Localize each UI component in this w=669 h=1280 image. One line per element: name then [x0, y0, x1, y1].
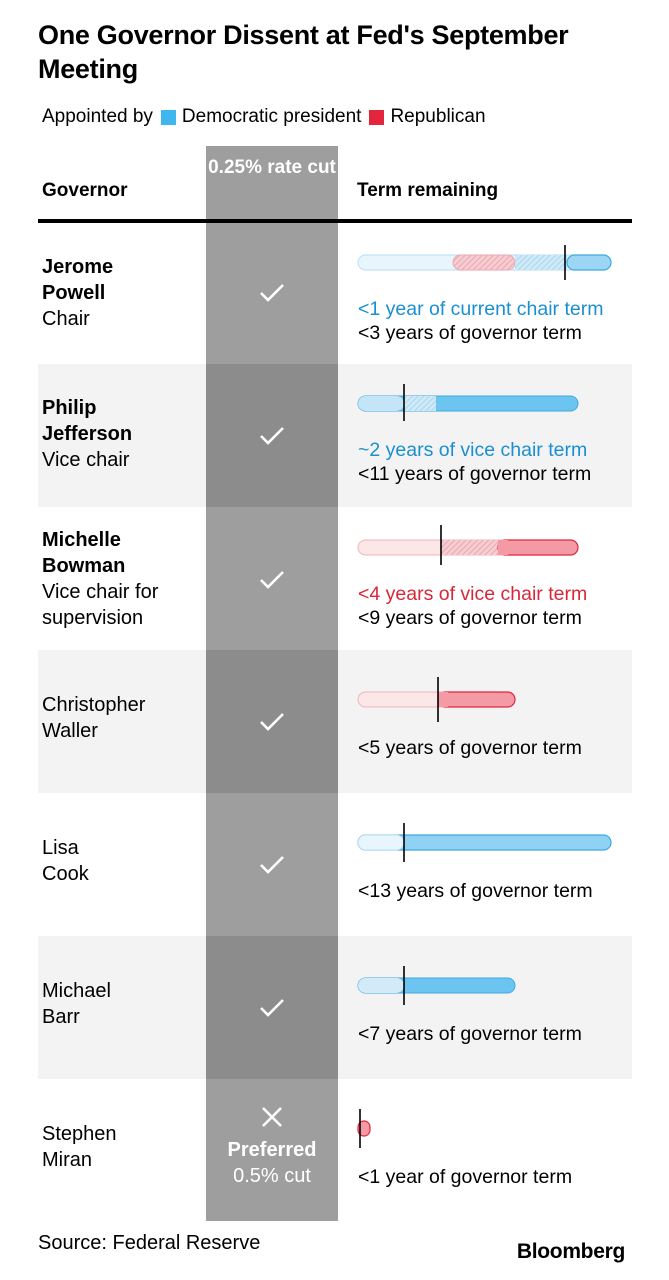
check-icon — [206, 712, 338, 732]
governor-name — [42, 527, 207, 631]
table-row-powell — [38, 223, 632, 366]
term-bar-miran — [356, 1101, 636, 1141]
term-bar-jefferson — [356, 384, 636, 424]
governor-first: Michelle — [42, 529, 121, 551]
legend-prefix: Appointed by — [42, 106, 153, 127]
brand-logo: Bloomberg — [516, 1240, 625, 1263]
legend — [42, 104, 486, 130]
governor-name — [42, 395, 207, 473]
close-icon — [206, 1105, 338, 1129]
governor-term: <1 year of governor term — [358, 1166, 573, 1188]
governor-last: Cook — [42, 863, 89, 885]
governor-last: Barr — [42, 1006, 80, 1028]
governor-last: Powell — [42, 282, 106, 304]
term-bar-bowman — [356, 525, 636, 565]
governor-name — [42, 254, 207, 332]
role-term: <4 years of vice chair term — [358, 583, 588, 605]
term-bar-powell — [356, 245, 636, 285]
table-row-miran — [38, 1079, 632, 1222]
legend-swatch-republican — [369, 110, 384, 125]
governor-role: Vice chair — [42, 449, 130, 471]
governor-last: Miran — [42, 1149, 93, 1171]
check-icon — [206, 283, 338, 303]
chart-title: One Governor Dissent at Fed's September Meeting — [38, 20, 569, 84]
governor-role-line1: Vice chair for — [42, 581, 159, 603]
check-icon — [206, 998, 338, 1018]
table-row-bowman — [38, 507, 632, 650]
governor-term: <13 years of governor term — [358, 880, 593, 902]
governor-first: Michael — [42, 980, 111, 1002]
governor-role-line2: supervision — [42, 607, 144, 629]
header-term: Term remaining — [357, 180, 499, 201]
check-icon — [206, 426, 338, 446]
governor-name — [42, 1121, 207, 1173]
governor-name — [42, 835, 207, 887]
legend-label-republican: Republican — [390, 106, 486, 127]
governor-first: Philip — [42, 397, 97, 419]
table-row-jefferson — [38, 364, 632, 507]
term-bar-cook — [356, 815, 636, 855]
term-bar-waller — [356, 672, 636, 712]
governor-role: Chair — [42, 308, 90, 330]
governor-last: Jefferson — [42, 423, 133, 445]
header-vote-label: 0.25% rate cut — [208, 157, 336, 178]
term-bar-barr — [356, 958, 636, 998]
vote-note-bold: Preferred — [227, 1139, 317, 1161]
governor-name — [42, 692, 207, 744]
legend-label-democratic: Democratic president — [181, 106, 362, 127]
table-row-waller — [38, 650, 632, 793]
header-vote — [206, 155, 338, 180]
table-row-cook — [38, 793, 632, 936]
governor-last: Waller — [42, 720, 98, 742]
source-note: Source: Federal Reserve — [38, 1232, 261, 1254]
governor-term: <7 years of governor term — [358, 1023, 582, 1045]
governor-first: Jerome — [42, 256, 114, 278]
governor-term: <5 years of governor term — [358, 737, 582, 759]
legend-swatch-democratic — [161, 110, 176, 125]
check-icon — [206, 570, 338, 590]
vote-note — [206, 1137, 338, 1189]
governor-term: <9 years of governor term — [358, 607, 582, 629]
governor-term: <3 years of governor term — [358, 322, 582, 344]
governor-last: Bowman — [42, 555, 126, 577]
governor-first: Stephen — [42, 1123, 117, 1145]
governor-term: <11 years of governor term — [358, 463, 592, 485]
vote-note-detail: 0.5% cut — [233, 1165, 311, 1187]
table-row-barr — [38, 936, 632, 1079]
governor-first: Christopher — [42, 694, 146, 716]
check-icon — [206, 855, 338, 875]
role-term: ~2 years of vice chair term — [358, 439, 588, 461]
governor-name — [42, 978, 207, 1030]
role-term: <1 year of current chair term — [358, 298, 604, 320]
governor-first: Lisa — [42, 837, 79, 859]
header-governor: Governor — [42, 180, 128, 201]
